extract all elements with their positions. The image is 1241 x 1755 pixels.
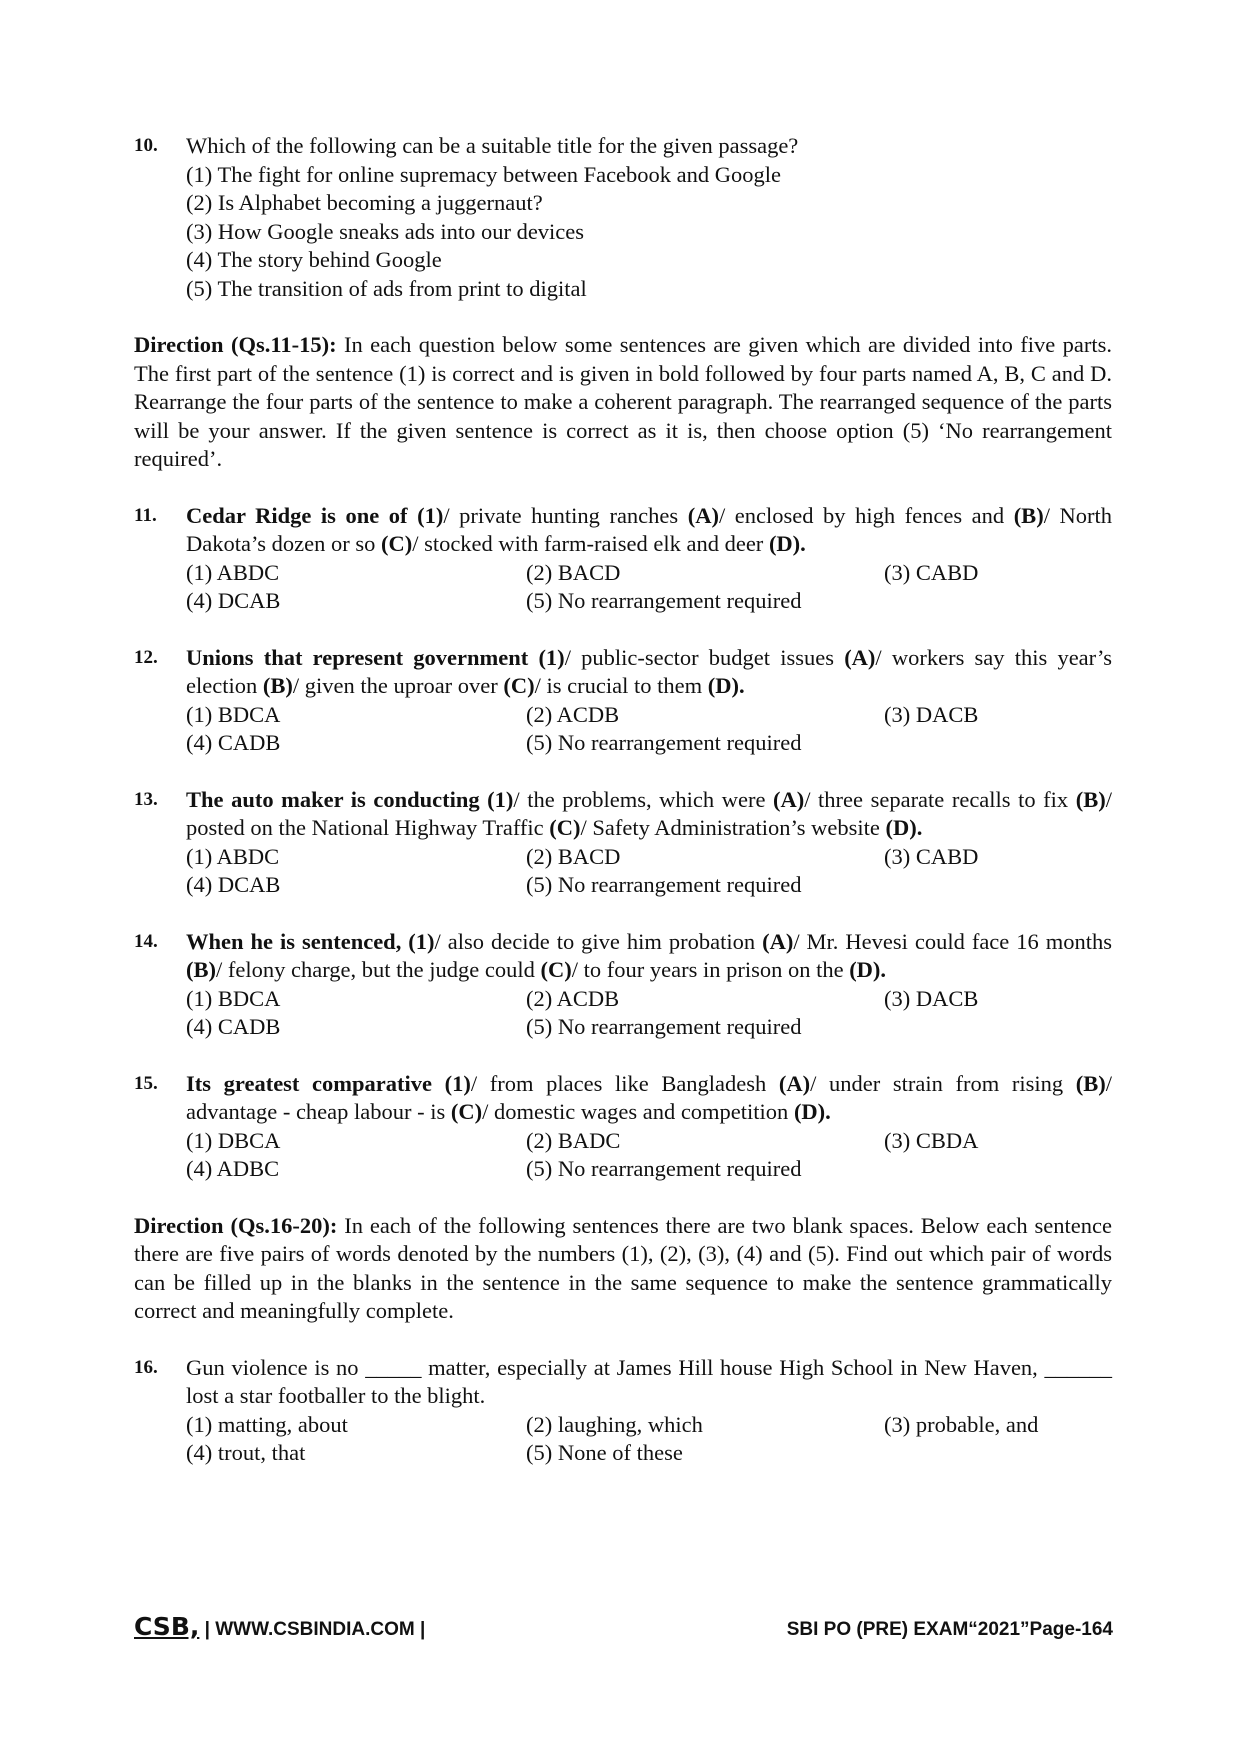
- question-number: 15.: [134, 1072, 158, 1094]
- segment: / domestic wages and competition: [482, 1099, 794, 1124]
- segment-tag: (A): [687, 502, 719, 528]
- segment-tag: (C): [503, 673, 535, 698]
- segment: / given the uproar over: [292, 673, 504, 698]
- segment-tag: (D).: [768, 531, 806, 556]
- direction-text: In each of the following sentences there are two blank spaces. Below each sentence there are five pairs of words denoted by the numbers (1), (2), (3), (4) and (5). Find out which pair of words can be filled up in the blanks in the sentence in the same sequence to make the sentence grammatically correct and meaningfully complete.: [134, 1212, 1113, 1323]
- option: (4) The story behind Google: [186, 247, 442, 272]
- segment-tag: (B): [1075, 1070, 1106, 1096]
- segment: / also decide to give him probation: [434, 928, 763, 954]
- segment: / North Dakota’s dozen or so: [186, 502, 1112, 556]
- option: (3) DACB: [884, 985, 979, 1011]
- segment-tag: (B): [186, 957, 216, 982]
- option: (3) CABD: [884, 843, 979, 869]
- option: (2) BADC: [526, 1127, 621, 1153]
- segment: / workers say this year’s election: [186, 644, 1113, 698]
- option: (3) probable, and: [884, 1411, 1039, 1437]
- segment: / advantage - cheap labour - is: [186, 1070, 1112, 1124]
- option: (5) None of these: [526, 1440, 683, 1465]
- segment-tag: (C): [380, 531, 413, 556]
- segment-tag: (A): [844, 644, 876, 670]
- option: (1) ABDC: [186, 843, 280, 869]
- option: (1) DBCA: [186, 1127, 281, 1153]
- question-lead: Cedar Ridge is one of (1): [186, 502, 444, 528]
- segment: / three separate recalls to fix: [804, 786, 1076, 812]
- question-text: [186, 644, 1112, 701]
- direction-text: In each question below some sentences are given which are divided into five parts. The first part of the sentence (1) is correct and is given in bold followed by four parts named A, B, C and D. Rearrange the four parts of the sentence to make a coherent paragraph. The rearranged sequence of the parts will be your answer. If the given sentence is correct as it is, then choose option (5) ‘No rearrangement required’.: [134, 332, 1112, 471]
- direction-16-20: [134, 1212, 1112, 1326]
- question-text: Gun violence is no _____ matter, especially at James Hill house High School in New Haven, ______ lost a star footballer to the blight.: [186, 1354, 1112, 1408]
- brand-logo: CSB,: [134, 1612, 200, 1641]
- option: (4) CADB: [186, 1014, 281, 1039]
- segment-tag: (B): [1013, 502, 1044, 528]
- option: (1) matting, about: [186, 1411, 348, 1437]
- exam-page-label: SBI PO (PRE) EXAM“2021”Page-164: [786, 1619, 1113, 1640]
- segment: / is crucial to them: [534, 673, 708, 698]
- question-lead: When he is sentenced, (1): [186, 928, 435, 954]
- options-grid: [186, 559, 1112, 616]
- option: (2) BACD: [526, 843, 621, 869]
- segment: / Mr. Hevesi could face 16 months: [793, 928, 1112, 954]
- option: (3) DACB: [884, 701, 979, 727]
- options-grid: [186, 1127, 1112, 1184]
- segment-tag: (D).: [707, 673, 745, 698]
- option: (5) No rearrangement required: [526, 730, 802, 755]
- question-lead: Unions that represent government (1): [186, 644, 565, 670]
- segment: / enclosed by high fences and: [718, 502, 1014, 528]
- option: (4) DCAB: [186, 872, 281, 897]
- options-grid: [186, 985, 1112, 1042]
- option: (2) Is Alphabet becoming a juggernaut?: [186, 190, 543, 215]
- segment: / posted on the National Highway Traffic: [186, 786, 1112, 840]
- option: (4) CADB: [186, 730, 281, 755]
- option: (5) The transition of ads from print to digital: [186, 275, 587, 301]
- option: (2) ACDB: [526, 701, 620, 727]
- segment-tag: (D).: [793, 1099, 831, 1124]
- segment-tag: (B): [1075, 786, 1106, 812]
- option: (3) CBDA: [884, 1127, 979, 1153]
- option: (5) No rearrangement required: [526, 872, 802, 897]
- question-number: 10.: [134, 135, 158, 156]
- question-number: 11.: [134, 504, 157, 526]
- segment: / the problems, which were: [513, 786, 774, 812]
- question-lead: The auto maker is conducting (1): [186, 786, 514, 812]
- question-number: 13.: [134, 788, 158, 810]
- question-12: [134, 644, 1112, 758]
- option: (4) trout, that: [186, 1440, 306, 1465]
- option: (1) The fight for online supremacy between Facebook and Google: [186, 161, 782, 187]
- question-15: [134, 1070, 1112, 1184]
- page-content: [134, 132, 1112, 1496]
- segment-tag: (D).: [885, 815, 923, 840]
- segment-tag: (D).: [849, 957, 887, 982]
- segment-tag: (C): [540, 957, 572, 982]
- question-14: [134, 928, 1112, 1042]
- question-text: [186, 1070, 1112, 1127]
- question-lead: Its greatest comparative (1): [186, 1070, 471, 1096]
- segment: / from places like Bangladesh: [470, 1070, 779, 1096]
- options-grid: [186, 1411, 1112, 1468]
- option: (4) ADBC: [186, 1156, 280, 1181]
- question-number: 16.: [134, 1356, 158, 1378]
- segment-tag: (C): [549, 815, 581, 840]
- website-link[interactable]: | WWW.CSBINDIA.COM |: [199, 1619, 426, 1640]
- direction-11-15: [134, 331, 1112, 474]
- segment: / public-sector budget issues: [564, 644, 845, 670]
- question-text: [186, 502, 1112, 559]
- option: (1) BDCA: [186, 701, 281, 727]
- segment-tag: (C): [450, 1099, 483, 1124]
- option: (4) DCAB: [186, 588, 281, 613]
- question-16: [134, 1354, 1112, 1468]
- option: (2) ACDB: [526, 985, 620, 1011]
- direction-label: Direction (Qs.11-15):: [134, 332, 337, 357]
- segment: / to four years in prison on the: [571, 957, 850, 982]
- segment: / under strain from rising: [810, 1070, 1076, 1096]
- segment: / private hunting ranches: [443, 502, 688, 528]
- segment: / Safety Administration’s website: [580, 815, 886, 840]
- option: (5) No rearrangement required: [526, 1156, 802, 1181]
- segment-tag: (A): [762, 928, 794, 954]
- segment-tag: (B): [262, 673, 293, 698]
- options-grid: [186, 843, 1112, 900]
- option: (2) BACD: [526, 559, 621, 585]
- question-number: 12.: [134, 646, 158, 668]
- segment-tag: (A): [778, 1070, 811, 1096]
- direction-label: Direction (Qs.16-20):: [134, 1212, 338, 1238]
- question-11: [134, 502, 1112, 616]
- question-10: [134, 132, 1112, 303]
- option: (1) ABDC: [186, 559, 280, 585]
- option: (5) No rearrangement required: [526, 588, 802, 613]
- segment: / felony charge, but the judge could: [216, 957, 541, 982]
- segment-tag: (A): [773, 786, 805, 812]
- option: (3) How Google sneaks ads into our devices: [186, 218, 585, 244]
- option: (1) BDCA: [186, 985, 281, 1011]
- option: (3) CABD: [884, 559, 979, 585]
- segment: / stocked with farm-raised elk and deer: [412, 531, 769, 556]
- question-text: Which of the following can be a suitable title for the given passage?: [186, 133, 799, 158]
- page-footer: [134, 1612, 1113, 1641]
- option: (2) laughing, which: [526, 1411, 703, 1437]
- question-text: [186, 928, 1112, 985]
- option: (5) No rearrangement required: [526, 1014, 802, 1039]
- footer-left: [134, 1612, 425, 1641]
- question-text: [186, 786, 1112, 843]
- question-13: [134, 786, 1112, 900]
- options-grid: [186, 701, 1112, 758]
- question-number: 14.: [134, 930, 158, 952]
